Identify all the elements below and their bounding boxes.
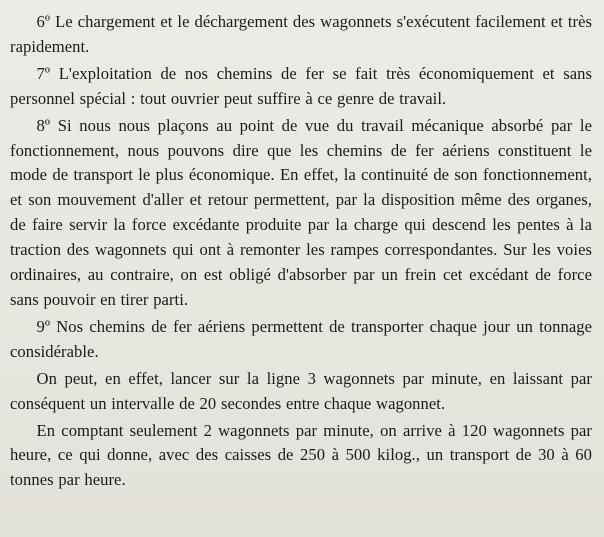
paragraph-7-economy: 7º L'exploitation de nos chemins de fer se fait très économiquement et sans personnel spécial : tout ouvrier peut suffire à ce genre de travail. xyxy=(10,63,592,108)
paragraph-transport-per-hour: En comptant seulement 2 wagonnets par minute, on arrive à 120 wagonnets par heure, ce qui donne, avec des caisses de 250 à 500 kilog., un transport de 30 à 60 tonnes par heure. xyxy=(10,420,592,490)
paragraph-9-tonnage: 9º Nos chemins de fer aériens permettent de transporter chaque jour un tonnage considérable. xyxy=(10,316,592,361)
paragraph-8-mechanical-work: 8º Si nous nous plaçons au point de vue du travail mécanique absorbé par le fonctionnement, nous pouvons dire que les chemins de fer aériens constituent le mode de transport le plus économique. En effet, la continuité de son fonctionnement, et son mouvement d'aller et retour permettent, par la disposition même des organes, de faire servir la force excédante produite par la charge qui descend les pentes à la traction des wagonnets qui ont à remonter les rampes correspondantes. Sur les voies ordinaires, au contraire, on est obligé d'absorber par un frein cet excédant de force sans pouvoir en tirer parti. xyxy=(10,115,592,309)
paragraph-6-loading: 6º Le chargement et le déchargement des wagonnets s'exécutent facilement et très rapidement. xyxy=(10,12,592,56)
paragraph-wagonnets-per-minute: On peut, en effet, lancer sur la ligne 3 wagonnets par minute, en laissant par conséquent un intervalle de 20 secondes entre chaque wagonnet. xyxy=(10,368,592,413)
